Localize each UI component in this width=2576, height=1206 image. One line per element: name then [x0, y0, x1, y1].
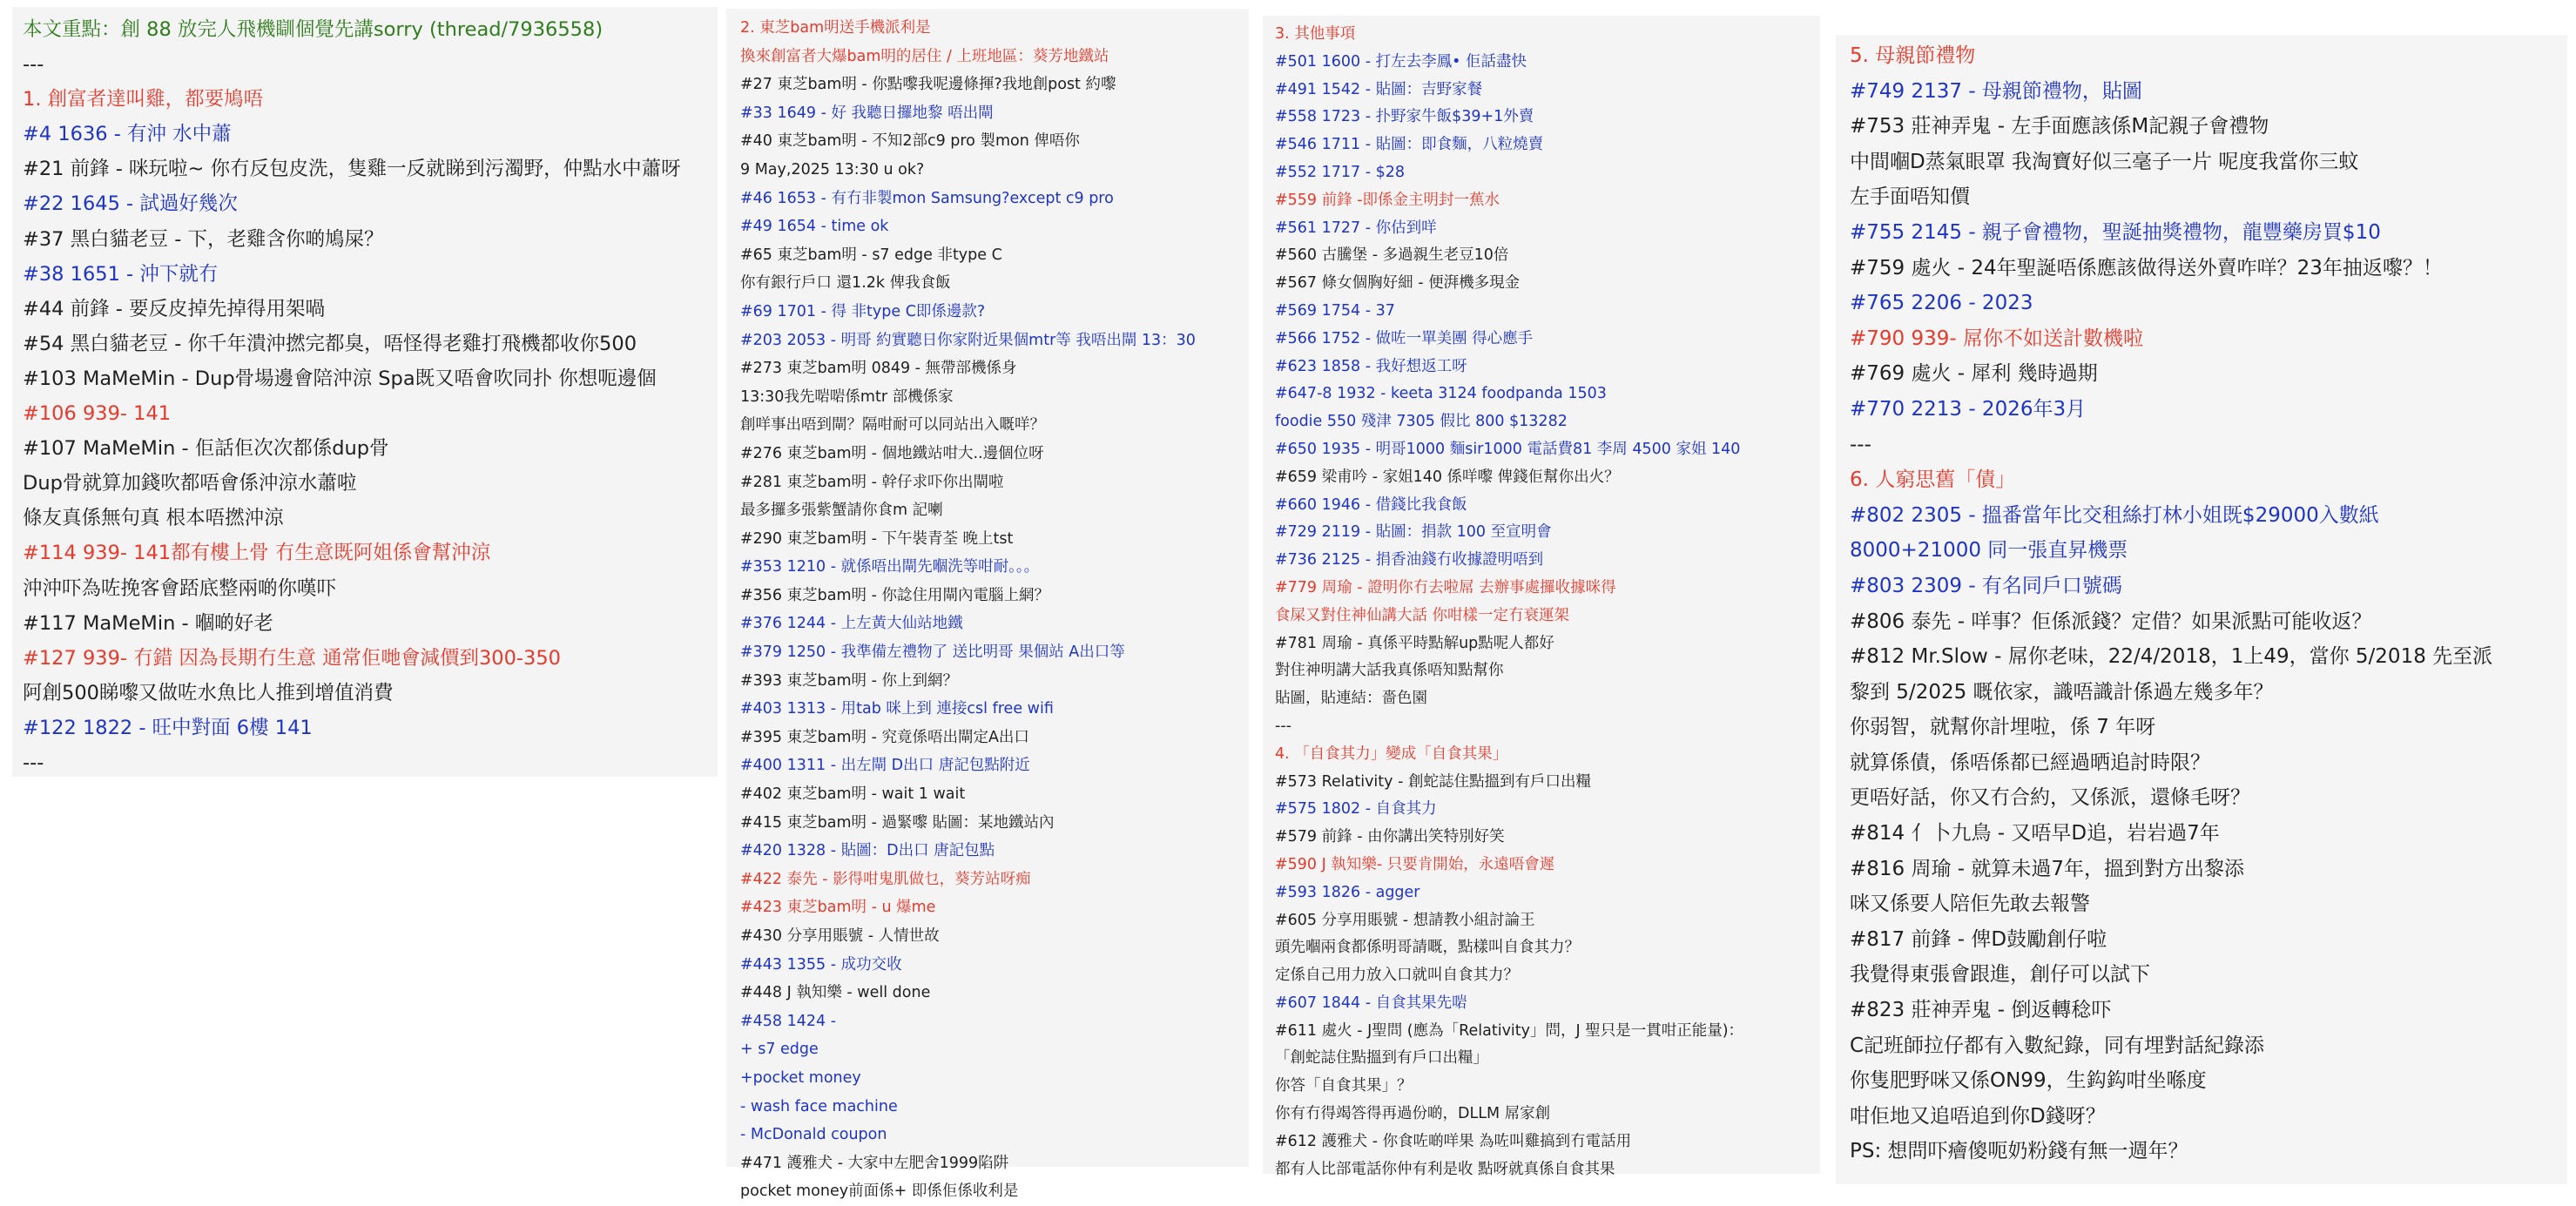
- text-line: #806 泰先 - 咩事？佢係派錢？定借？如果派點可能收返？: [1850, 610, 2372, 633]
- text-line: #546 1711 - 貼圖：即食麵，八粒燒賣: [1275, 136, 1544, 154]
- text-line: 你隻肥野咪又係ON99，生鈎鈎咁坐喺度: [1850, 1069, 2207, 1093]
- text-line: #443 1355 - 成功交收: [740, 955, 902, 974]
- text-line: pocket money前面係+ 即係佢係收利是: [740, 1182, 1019, 1201]
- text-line: 食屎又對住神仙講大話 你咁樣一定冇衰運架: [1275, 606, 1570, 624]
- text-line: 條友真係無句真 根本唔撚沖涼: [23, 507, 284, 530]
- text-line: #607 1844 - 自食其果先啱: [1275, 994, 1467, 1012]
- text-line: 「創蛇誌住點搵到有戶口出糧」: [1275, 1049, 1488, 1068]
- text-line: 換來創富者大爆bam明的居住 / 上班地區：葵芳地鐵站: [740, 47, 1109, 65]
- text-line: #376 1244 - 上左黃大仙站地鐵: [740, 615, 963, 633]
- text-line: #356 東芝bam明 - 你諗住用閘內電腦上網？: [740, 586, 1049, 604]
- text-line: #403 1313 - 用tab 咪上到 連接csl free wifi: [740, 700, 1054, 718]
- text-line: #781 周瑜 - 真係平時點解up點呢人都好: [1275, 634, 1554, 652]
- text-line: #430 分享用賬號 - 人情世故: [740, 927, 940, 945]
- text-line: #566 1752 - 做咗一單美團 得心應手: [1275, 329, 1534, 347]
- text-line: #770 2213 - 2026年3月: [1850, 397, 2087, 421]
- text-line: #471 護雅犬 - 大家中左肥舍1999陷阱: [740, 1154, 1009, 1172]
- text-line: 5. 母親節禮物: [1850, 44, 1976, 67]
- text-line: #759 處火 - 24年聖誕唔係應該做得送外賣咋咩？23年抽返嚟？！: [1850, 256, 2443, 280]
- text-line: #501 1600 - 打左去李鳳• 佢話盡快: [1275, 52, 1527, 71]
- text-line: #623 1858 - 我好想返工呀: [1275, 357, 1467, 375]
- text-line: 咪又係要人陪佢先敢去報警: [1850, 893, 2090, 916]
- text-line: #395 東芝bam明 - 究竟係唔出閘定A出口: [740, 728, 1029, 746]
- summary-column-4: [1836, 35, 2567, 1184]
- text-line: #560 古騰堡 - 多過親生老豆10倍: [1275, 246, 1509, 265]
- text-line: #593 1826 - agger: [1275, 883, 1420, 901]
- text-line: #491 1542 - 貼圖：吉野家餐: [1275, 80, 1483, 98]
- text-line: #38 1651 - 沖下就冇: [23, 262, 219, 286]
- text-line: #448 J 執知樂 - well done: [740, 984, 931, 1002]
- text-line: #276 東芝bam明 - 個地鐵站咁大..邊個位呀: [740, 444, 1044, 462]
- text-line: #402 東芝bam明 - wait 1 wait: [740, 785, 966, 804]
- text-line: 頭先嗰兩食都係明哥請嘅，點樣叫自食其力？: [1275, 939, 1580, 957]
- text-line: #273 東芝bam明 0849 - 無帶部機係身: [740, 360, 1017, 378]
- text-line: #814 亻卜九鳥 - 又唔早D追，岩岩過7年: [1850, 822, 2220, 846]
- text-line: 創咩事出唔到閘？隔咁耐可以同站出入嘅咩？: [740, 416, 1045, 435]
- text-line: #423 東芝bam明 - u 爆me: [740, 899, 936, 917]
- text-line: #420 1328 - 貼圖：D出口 唐記包點: [740, 842, 995, 860]
- text-line: #647-8 1932 - keeta 3124 foodpanda 1503: [1275, 385, 1607, 403]
- text-line: #203 2053 - 明哥 約實聽日你家附近果個mtr等 我唔出閘 13：30: [740, 331, 1196, 349]
- summary-column-2: [726, 9, 1249, 1201]
- text-line: 4. 「自食其力」變成「自食其果」: [1275, 744, 1508, 763]
- text-line: Dup骨就算加錢吹都唔會係沖涼水蕭啦: [23, 472, 357, 495]
- text-line: ---: [1275, 717, 1291, 735]
- text-line: #22 1645 - 試過好幾次: [23, 192, 238, 216]
- text-line: #379 1250 - 我準備左禮物了 送比明哥 果個站 A出口等: [740, 643, 1125, 662]
- text-line: 阿創500睇嚟又做咗水魚比人推到增值消費: [23, 681, 394, 704]
- text-line: ---: [23, 53, 44, 77]
- text-line: #779 周瑜 - 證明你冇去啦屌 去辦事處攞收據咪得: [1275, 578, 1616, 596]
- text-line: #749 2137 - 母親節禮物，貼圖: [1850, 79, 2142, 103]
- text-line: #650 1935 - 明哥1000 麵sir1000 電話費81 李周 4500 家姐 140: [1275, 440, 1741, 458]
- text-line: #458 1424 -: [740, 1012, 837, 1030]
- text-line: #114 939- 141都有樓上骨 冇生意既阿姐係會幫沖涼: [23, 542, 491, 565]
- text-line: #816 周瑜 - 就算未過7年，搵到對方出黎添: [1850, 857, 2245, 880]
- text-line: PS: 想問吓癐傻呃奶粉錢有無一週年？: [1850, 1140, 2188, 1163]
- text-line: ---: [1850, 433, 1871, 456]
- text-line: #561 1727 - 你估到咩: [1275, 219, 1437, 237]
- text-line: #281 東芝bam明 - 幹仔求吓你出閘啦: [740, 473, 1004, 491]
- text-line: #106 939- 141: [23, 402, 172, 426]
- text-line: #353 1210 - 就係唔出閘先嗰洗等咁耐。。。: [740, 558, 1040, 576]
- text-line: #765 2206 - 2023: [1850, 292, 2033, 315]
- text-line: #823 莊神弄鬼 - 倒返轉稔吓: [1850, 999, 2112, 1022]
- summary-column-3: [1263, 16, 1820, 1178]
- text-line: #567 條女個胸好細 - 便湃機多現金: [1275, 274, 1521, 293]
- text-line: #69 1701 - 得 非type C即係邊款?: [740, 302, 986, 320]
- text-line: 6. 人窮思舊「債」: [1850, 468, 2016, 492]
- text-line: #573 Relativity - 創蛇誌住點搵到有戶口出糧: [1275, 772, 1591, 791]
- text-line: 2. 東芝bam明送手機派利是: [740, 19, 931, 37]
- text-line: 就算係債，係唔係都已經過晒追討時限？: [1850, 751, 2210, 774]
- text-line: +pocket money: [740, 1068, 861, 1087]
- text-line: - McDonald coupon: [740, 1126, 887, 1144]
- text-line: #54 黑白貓老豆 - 你千年潰沖撚完都臭，唔怪得老雞打飛機都收你500: [23, 332, 637, 355]
- text-line: 3. 其他事項: [1275, 25, 1356, 43]
- text-line: #590 J 執知樂- 只要肯開始，永遠唔會遲: [1275, 855, 1555, 873]
- text-line: #107 MaMeMin - 佢話佢次次都係dup骨: [23, 437, 389, 461]
- text-line: #122 1822 - 旺中對面 6樓 141: [23, 716, 313, 739]
- text-line: #4 1636 - 有沖 水中蕭: [23, 123, 232, 146]
- text-line: 貼圖，貼連結：嗇色園: [1275, 690, 1427, 708]
- text-line: #44 前鋒 - 要反皮掉先掉得用架喎: [23, 297, 326, 320]
- text-line: #769 處火 - 犀利 幾時過期: [1850, 362, 2098, 386]
- text-line: #103 MaMeMin - Dup骨場邊會陪沖涼 Spa既又唔會吹同扑 你想呃邊個: [23, 367, 657, 390]
- text-line: - wash face machine: [740, 1097, 898, 1115]
- text-line: ---: [23, 751, 44, 774]
- text-line: #422 泰先 - 影得咁鬼肌做乜，葵芳站呀痴: [740, 870, 1031, 888]
- text-line: #611 處火 - J聖問 (應為「Relativity」問，J 聖只是一貫咁正能量)：: [1275, 1021, 1744, 1040]
- text-line: 你答「自食其果」？: [1275, 1077, 1413, 1095]
- text-line: #558 1723 - 扑野家牛飯$39+1外賣: [1275, 108, 1534, 126]
- text-line: #659 梁甫吟 - 家姐140 係咩嚟 俾錢佢幫你出火？: [1275, 468, 1620, 486]
- text-line: #290 東芝bam明 - 下午裝青荃 晚上tst: [740, 529, 1014, 548]
- text-line: #415 東芝bam明 - 過緊嚟 貼圖：某地鐵站內: [740, 813, 1055, 832]
- text-line: 黎到 5/2025 嘅依家，識唔識計係過左幾多年？: [1850, 680, 2274, 704]
- text-line: 沖沖吓為咗挽客會踎底整兩啲你嘆吓: [23, 576, 337, 600]
- text-line: 13:30我先啱啱係mtr 部機係家: [740, 387, 954, 406]
- text-line: #612 護雅犬 - 你食咗啲咩果 為咗叫雞搞到冇電話用: [1275, 1132, 1632, 1150]
- text-line: 你有冇得竭答得再過份啲，DLLM 屌家創: [1275, 1105, 1551, 1123]
- text-line: 你有銀行戶口 還1.2k 俾我食飯: [740, 274, 951, 293]
- text-line: 定係自己用力放入口就叫自食其力？: [1275, 967, 1519, 985]
- text-line: #755 2145 - 親子會禮物，聖誕抽獎禮物，龍豐藥房買$10: [1850, 220, 2381, 244]
- text-line: #21 前鋒 - 咪玩啦~ 你冇反包皮洗，隻雞一反就睇到污濁野，仲點水中蕭呀: [23, 158, 681, 181]
- text-line: #569 1754 - 37: [1275, 301, 1395, 320]
- text-line: #117 MaMeMin - 嗰啲好老: [23, 611, 273, 635]
- text-line: #803 2309 - 有名同戶口號碼: [1850, 574, 2122, 597]
- text-line: #802 2305 - 搵番當年比交租絲打林小姐既$29000入數紙: [1850, 503, 2379, 527]
- text-line: foodie 550 殘津 7305 假比 800 $13282: [1275, 413, 1568, 431]
- text-line: #46 1653 - 有冇非製mon Samsung?except c9 pro: [740, 189, 1114, 207]
- text-line: #65 東芝bam明 - s7 edge 非type C: [740, 246, 1002, 264]
- text-line: C記班師拉仔都有入數紀錄，同有埋對話紀錄添: [1850, 1034, 2265, 1057]
- text-line: 我覺得東張會跟進，創仔可以試下: [1850, 963, 2150, 987]
- text-line: 9 May,2025 13:30 u ok?: [740, 160, 925, 179]
- text-line: #575 1802 - 自食其力: [1275, 800, 1437, 819]
- text-line: #552 1717 - $28: [1275, 163, 1406, 181]
- text-line: #27 東芝bam明 - 你點嚟我呢邊條揮?我地創post 約嚟: [740, 76, 1116, 94]
- text-line: #729 2119 - 貼圖：捐款 100 至宣明會: [1275, 523, 1552, 542]
- text-line: 1. 創富者達叫雞，都要鳩唔: [23, 88, 264, 111]
- text-line: #753 莊神弄鬼 - 左手面應該係M記親子會禮物: [1850, 115, 2269, 138]
- text-line: #736 2125 - 捐香油錢冇收據證明唔到: [1275, 551, 1544, 569]
- text-line: #33 1649 - 好 我聽日攞地黎 唔出閘: [740, 104, 994, 122]
- text-line: #660 1946 - 借錢比我食飯: [1275, 495, 1467, 514]
- text-line: #127 939- 冇錯 因為長期冇生意 通常佢哋會減價到300-350: [23, 646, 561, 670]
- text-line: #559 前鋒 -即係金主明封一蕉水: [1275, 191, 1500, 209]
- text-line: #49 1654 - time ok: [740, 218, 889, 236]
- text-line: 更唔好話，你又冇合約，又係派，還條毛呀？: [1850, 786, 2250, 810]
- summary-column-1: [12, 7, 718, 777]
- text-line: #790 939- 屌你不如送計數機啦: [1850, 327, 2143, 350]
- text-line: #40 東芝bam明 - 不知2部c9 pro 製mon 俾唔你: [740, 132, 1080, 151]
- text-line: 中間嗰D蒸氣眼罩 我淘寶好似三毫子一片 呢度我當你三蚊: [1850, 150, 2359, 173]
- text-line: #812 Mr.Slow - 屌你老味，22/4/2018，1上49，當你 5/2018 先至派: [1850, 645, 2493, 669]
- text-line: 都有人比部電話你仲有利是收 點呀就真係自食其果: [1275, 1160, 1615, 1178]
- text-line: #400 1311 - 出左閘 D出口 唐記包點附近: [740, 757, 1030, 775]
- text-line: #579 前鋒 - 由你講出笑特別好笑: [1275, 828, 1505, 846]
- text-line: 對住神明講大話我真係唔知點幫你: [1275, 662, 1504, 680]
- text-line: 你弱智，就幫你計埋啦，係 7 年呀: [1850, 716, 2156, 739]
- text-line: 8000+21000 同一張直昇機票: [1850, 539, 2128, 563]
- text-line: 本文重點：創 88 放完人飛機瞓個覺先講sorry (thread/7936558): [23, 18, 604, 41]
- text-line: #605 分享用賬號 - 想請教小組討論王: [1275, 911, 1535, 929]
- text-line: 左手面唔知價: [1850, 185, 1970, 209]
- text-line: #817 前鋒 - 俾D鼓勵創仔啦: [1850, 927, 2107, 951]
- text-line: 最多攞多張紫蟹請你食m 記喇: [740, 502, 943, 520]
- text-line: + s7 edge: [740, 1041, 819, 1059]
- text-line: 咁佢地又追唔追到你D錢呀？: [1850, 1104, 2106, 1128]
- text-line: #393 東芝bam明 - 你上到網？: [740, 671, 958, 690]
- text-line: #37 黑白貓老豆 - 下，老雞含你啲鳩屎？: [23, 227, 384, 251]
